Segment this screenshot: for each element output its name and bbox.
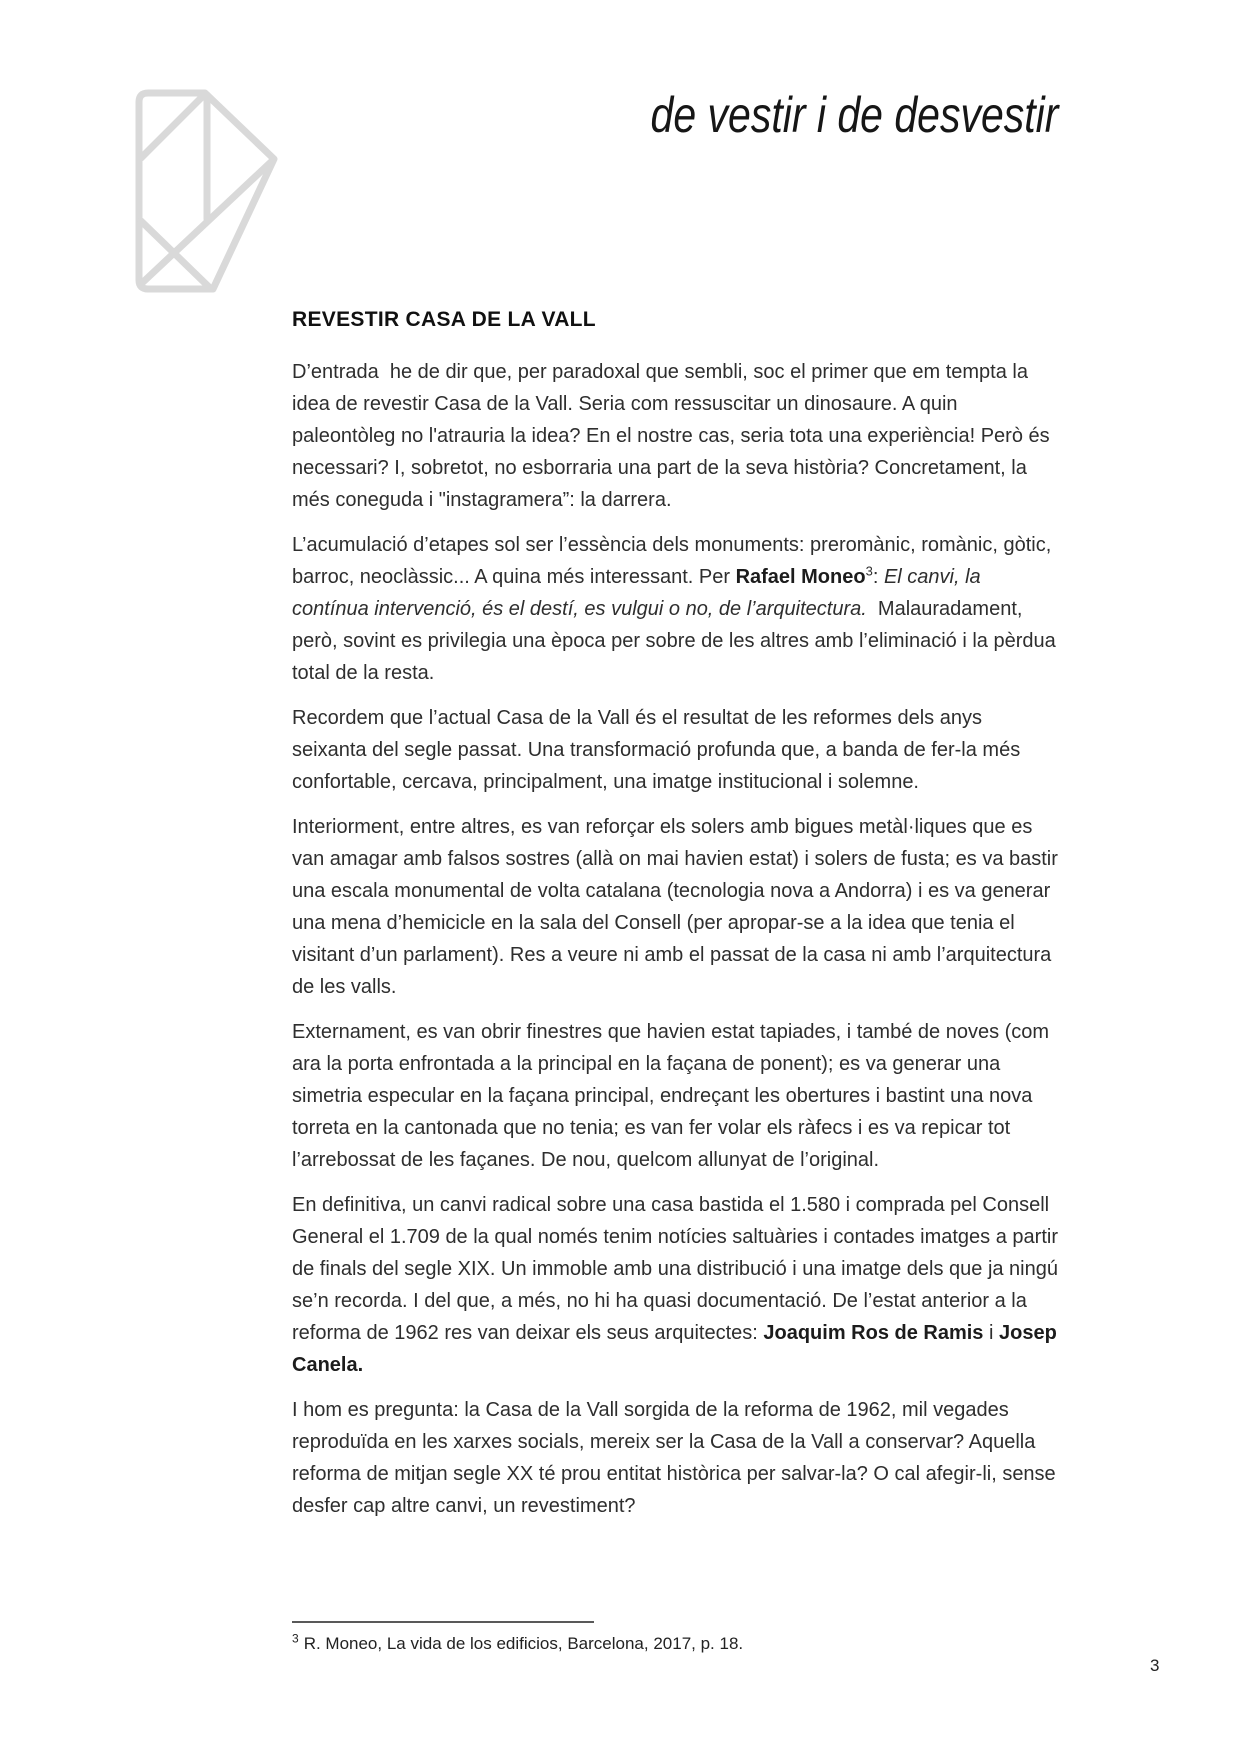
article-body — [292, 308, 1064, 1535]
paragraph — [292, 702, 1058, 798]
paragraphs-container — [292, 356, 1064, 1522]
text-run: D’entrada he de dir que, per paradoxal que sembli, soc el primer que em tempta la idea de revestir Casa de la Vall. Seria com ressuscitar un dinosaure. A quin paleontòleg no l'atrauria la idea? En el nostre cas, seria tota una experiència! Però és necessari? I, sobretot, no esborraria una part de la seva història? Concretament, la més coneguda i "instagramera”: la darrera. — [292, 361, 1056, 511]
text-run: En definitiva, un canvi radical sobre una casa bastida el 1.580 i comprada pel Consell General el 1.709 de la qual només tenim notícies saltuàries i contades imatges a partir de finals del segle XIX. Un immoble amb una distribució i una imatge dels que ja ningú se’n recorda. I del que, a més, no hi ha quasi documentació. De l’estat anterior a la reforma de 1962 res van deixar els seus arquitectes: — [292, 1194, 1064, 1344]
paragraph — [292, 356, 1058, 516]
text-run: Joaquim Ros de Ramis — [763, 1322, 984, 1344]
footnote-text: R. Moneo, La vida de los edificios, Barcelona, 2017, p. 18. — [303, 1634, 744, 1653]
paragraph — [292, 1016, 1058, 1176]
text-run: i — [983, 1322, 999, 1344]
paragraph — [292, 1189, 1064, 1381]
text-run: Josep Canela. — [292, 1322, 1063, 1376]
text-run: Rafael Moneo — [735, 566, 866, 588]
paragraph — [292, 1394, 1062, 1522]
article-heading: REVESTIR CASA DE LA VALL — [292, 308, 596, 331]
text-run: : — [872, 566, 884, 588]
text-run: Malauradament, però, sovint es privilegia una època per sobre de les altres amb l’eliminació i la pèrdua total de la resta. — [292, 598, 1062, 684]
footnote-reference: 3 — [865, 563, 873, 579]
paragraph — [292, 529, 1062, 689]
text-run: L’acumulació d’etapes sol ser l’essència dels monuments: preromànic, romànic, gòtic, barroc, neoclàssic... A quina més interessant. Per — [292, 534, 1057, 588]
text-run: El canvi, la contínua intervenció, és el destí, es vulgui o no, de l’arquitectura. — [292, 566, 987, 620]
footnote — [292, 1631, 992, 1654]
page-title: de vestir i de desvestir — [650, 87, 1058, 143]
text-run: Externament, es van obrir finestres que havien estat tapiades, i també de noves (com ara la porta enfrontada a la principal en la façana de ponent); es va generar una simetria especular en la façana principal, endreçant les obertures i bastint una nova torreta en la cantonada que no tenia; es van fer volar els ràfecs i es va repicar tot l’arrebossat de les façanes. De nou, quelcom allunyat de l’original. — [292, 1021, 1055, 1171]
paragraph — [292, 811, 1064, 1003]
footnote-separator — [292, 1621, 594, 1623]
page-number: 3 — [1150, 1656, 1160, 1675]
geometric-outline-logo-icon — [135, 88, 279, 294]
text-run: Interiorment, entre altres, es van reforçar els solers amb bigues metàl·liques que es van amagar amb falsos sostres (allà on mai havien estat) i solers de fusta; es va bastir una escala monumental de volta catalana (tecnologia nova a Andorra) i es va generar una mena d’hemicicle en la sala del Consell (per apropar-se a la idea que tenia el visitant d’un parlament). Res a veure ni amb el passat de la casa ni amb l’arquitectura de les valls. — [292, 816, 1064, 998]
footnote-marker: 3 — [292, 1631, 299, 1646]
text-run: Recordem que l’actual Casa de la Vall és el resultat de les reformes dels anys seixanta del segle passat. Una transformació profunda que, a banda de fer-la més confortable, cercava, principalment, una imatge institucional i solemne. — [292, 707, 1026, 793]
text-run: I hom es pregunta: la Casa de la Vall sorgida de la reforma de 1962, mil vegades reproduïda en les xarxes socials, mereix ser la Casa de la Vall a conservar? Aquella reforma de mitjan segle XX té prou entitat històrica per salvar-la? O cal afegir-li, sense desfer cap altre canvi, un revestiment? — [292, 1399, 1062, 1517]
